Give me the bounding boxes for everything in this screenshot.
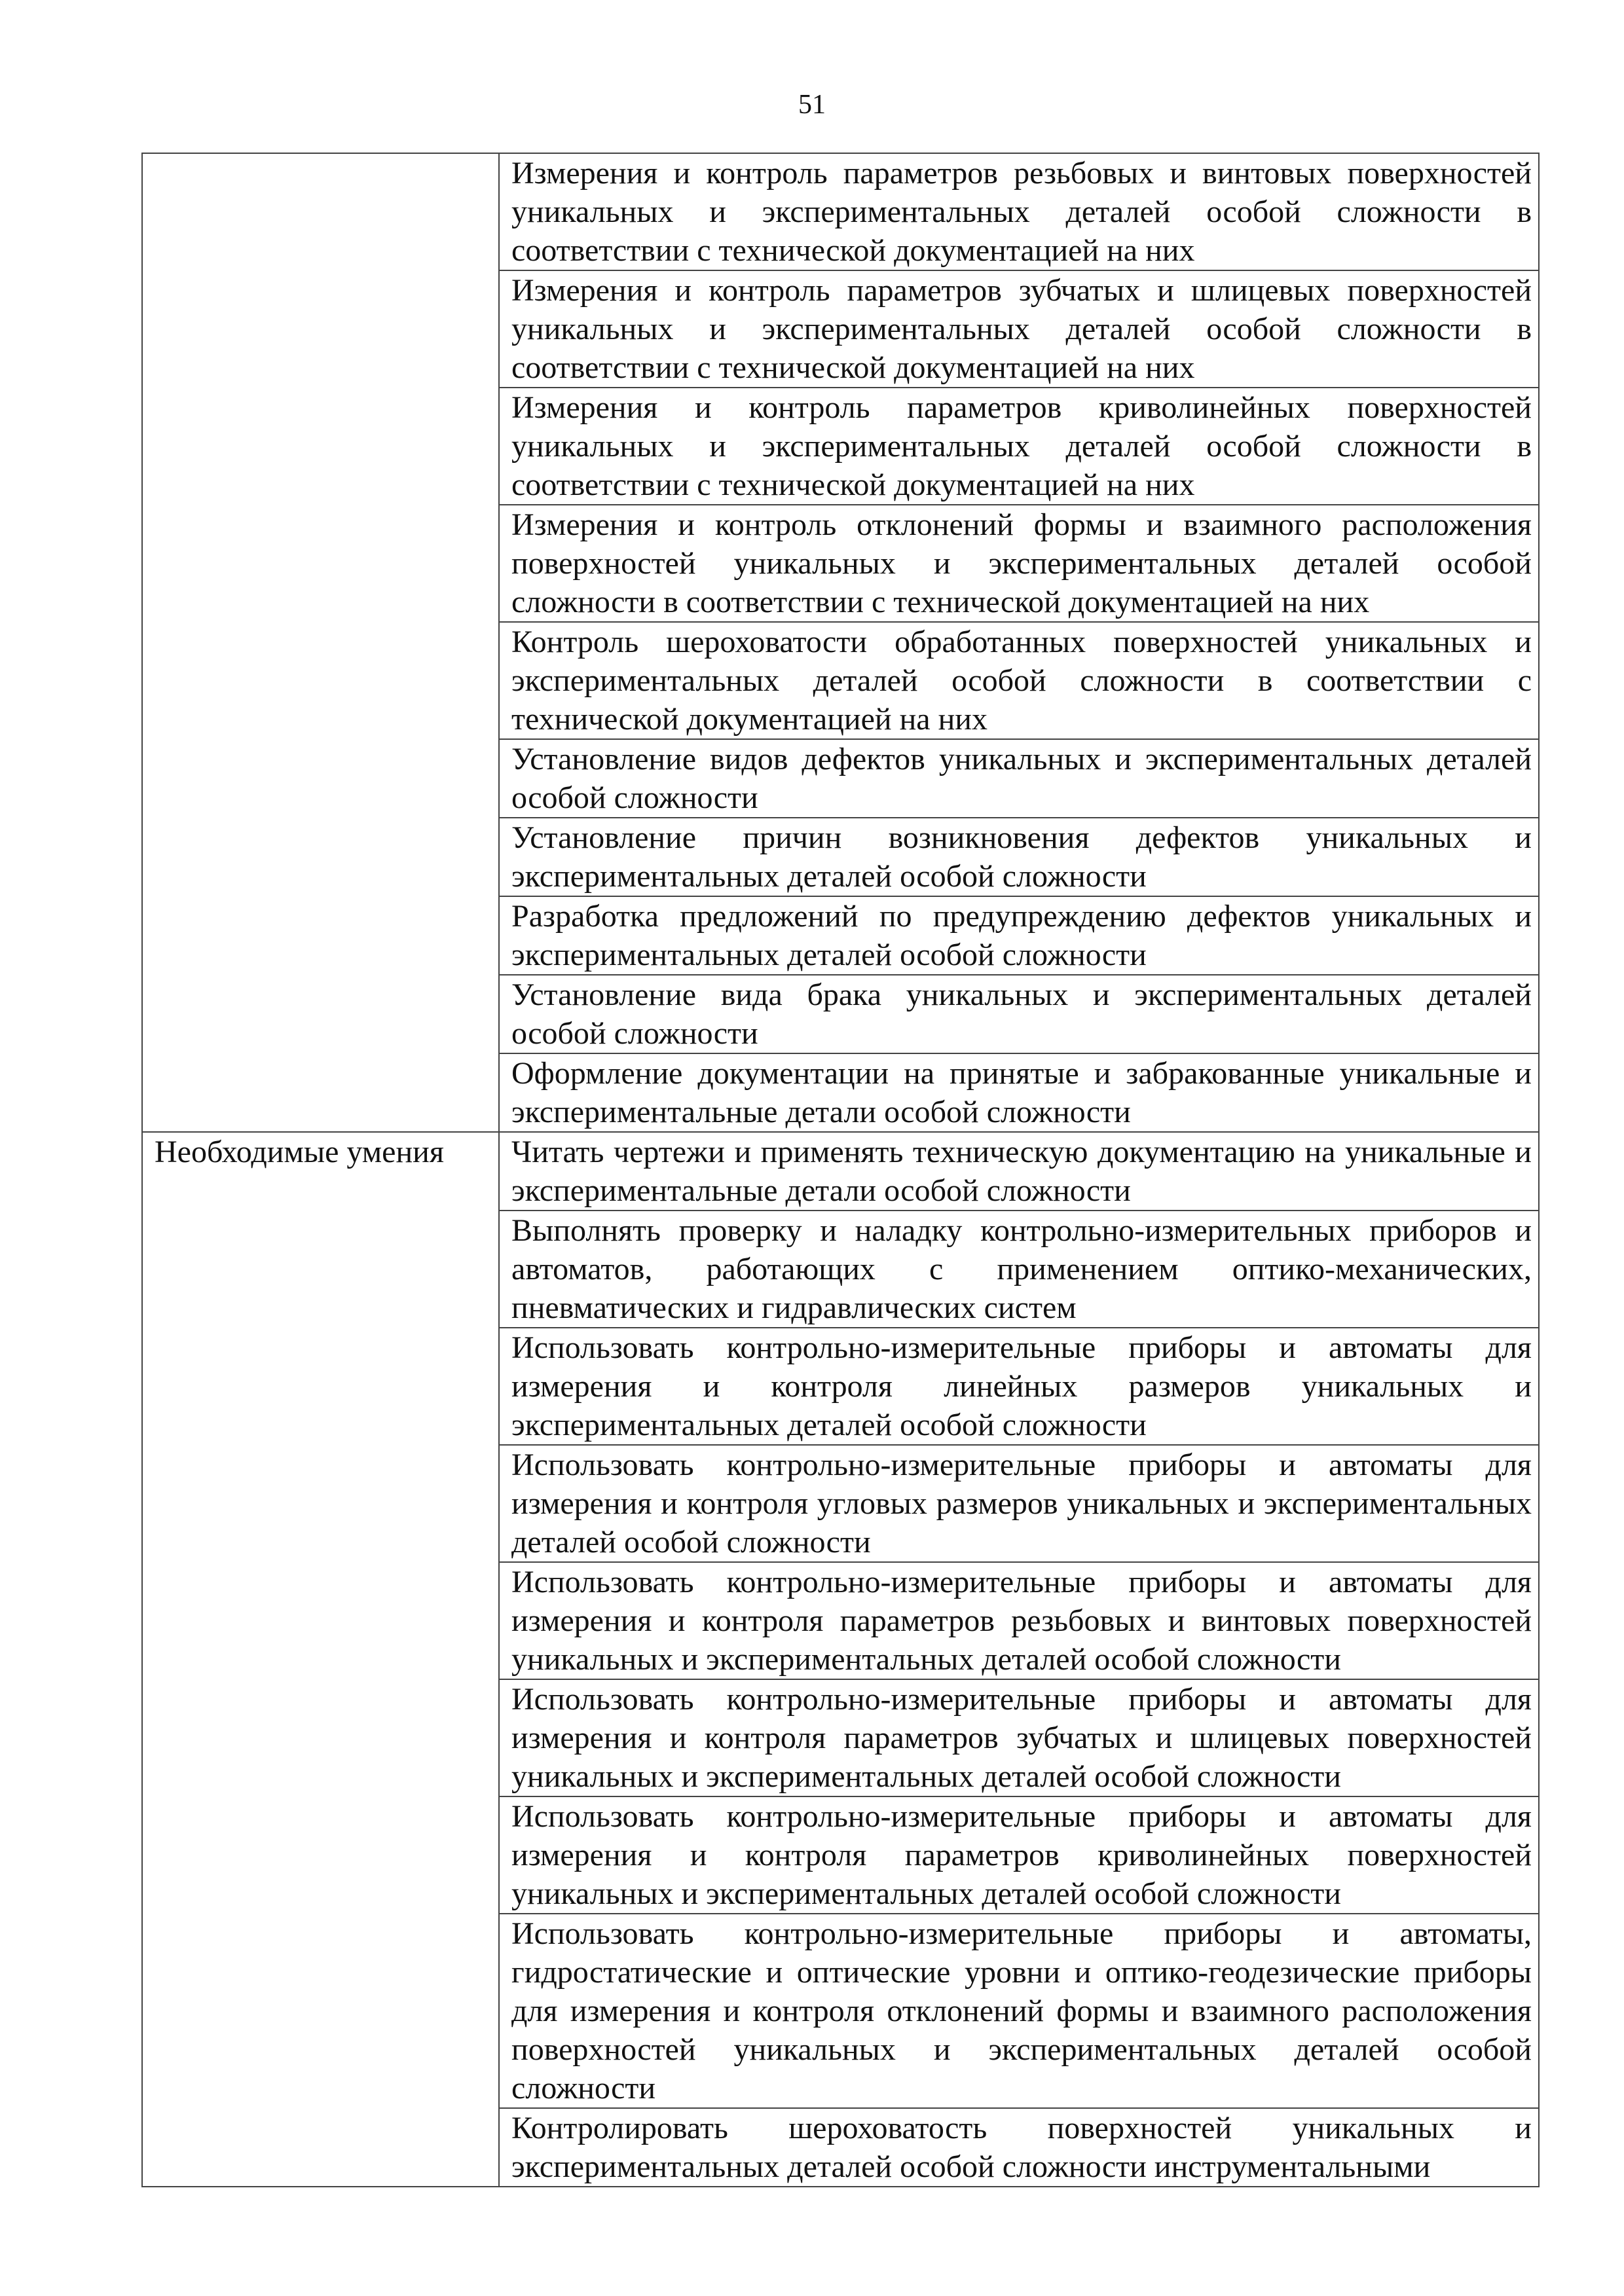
list-item: Использовать контрольно-измерительные приборы и автоматы, гидростатические и оптические уровни и оптико-геодезические приборы для измерения и контроля отклонений формы и взаимного расположения поверхностей уникальных и экспериментальных деталей особой сложности bbox=[499, 1914, 1539, 2108]
list-item: Использовать контрольно-измерительные приборы и автоматы для измерения и контроля параметров зубчатых и шлицевых поверхностей уникальных и экспериментальных деталей особой сложности bbox=[499, 1679, 1539, 1796]
competency-table bbox=[141, 153, 1540, 2187]
list-item: Измерения и контроль параметров зубчатых и шлицевых поверхностей уникальных и экспериментальных деталей особой сложности в соответствии с технической документацией на них bbox=[499, 270, 1539, 388]
list-item: Оформление документации на принятые и забракованные уникальные и экспериментальные детали особой сложности bbox=[499, 1053, 1539, 1132]
list-item: Выполнять проверку и наладку контрольно-измерительных приборов и автоматов, работающих с применением оптико-механических, пневматических и гидравлических систем bbox=[499, 1211, 1539, 1328]
page-number: 51 bbox=[798, 90, 826, 120]
list-item: Разработка предложений по предупреждению дефектов уникальных и экспериментальных деталей особой сложности bbox=[499, 896, 1539, 975]
list-item: Использовать контрольно-измерительные приборы и автоматы для измерения и контроля параметров криволинейных поверхностей уникальных и экспериментальных деталей особой сложности bbox=[499, 1796, 1539, 1914]
list-item: Установление вида брака уникальных и экспериментальных деталей особой сложности bbox=[499, 975, 1539, 1053]
list-item: Контроль шероховатости обработанных поверхностей уникальных и экспериментальных деталей особой сложности в соответствии с технической документацией на них bbox=[499, 622, 1539, 739]
list-item: Измерения и контроль параметров резьбовых и винтовых поверхностей уникальных и экспериментальных деталей особой сложности в соответствии с технической документацией на них bbox=[499, 153, 1539, 270]
table-row bbox=[142, 1132, 1539, 1211]
category-cell bbox=[142, 153, 499, 1132]
list-item: Установление причин возникновения дефектов уникальных и экспериментальных деталей особой сложности bbox=[499, 818, 1539, 896]
list-item: Читать чертежи и применять техническую документацию на уникальные и экспериментальные детали особой сложности bbox=[499, 1132, 1539, 1211]
table-row bbox=[142, 153, 1539, 270]
list-item: Использовать контрольно-измерительные приборы и автоматы для измерения и контроля линейных размеров уникальных и экспериментальных деталей особой сложности bbox=[499, 1328, 1539, 1445]
list-item: Контролировать шероховатость поверхностей уникальных и экспериментальных деталей особой сложности инструментальными bbox=[499, 2108, 1539, 2187]
list-item: Измерения и контроль параметров криволинейных поверхностей уникальных и экспериментальных деталей особой сложности в соответствии с технической документацией на них bbox=[499, 388, 1539, 505]
list-item: Использовать контрольно-измерительные приборы и автоматы для измерения и контроля угловых размеров уникальных и экспериментальных деталей особой сложности bbox=[499, 1445, 1539, 1562]
list-item: Измерения и контроль отклонений формы и взаимного расположения поверхностей уникальных и экспериментальных деталей особой сложности в соответствии с технической документацией на них bbox=[499, 505, 1539, 622]
list-item: Использовать контрольно-измерительные приборы и автоматы для измерения и контроля параметров резьбовых и винтовых поверхностей уникальных и экспериментальных деталей особой сложности bbox=[499, 1562, 1539, 1679]
category-cell-skills: Необходимые умения bbox=[142, 1132, 499, 2187]
list-item: Установление видов дефектов уникальных и экспериментальных деталей особой сложности bbox=[499, 739, 1539, 818]
